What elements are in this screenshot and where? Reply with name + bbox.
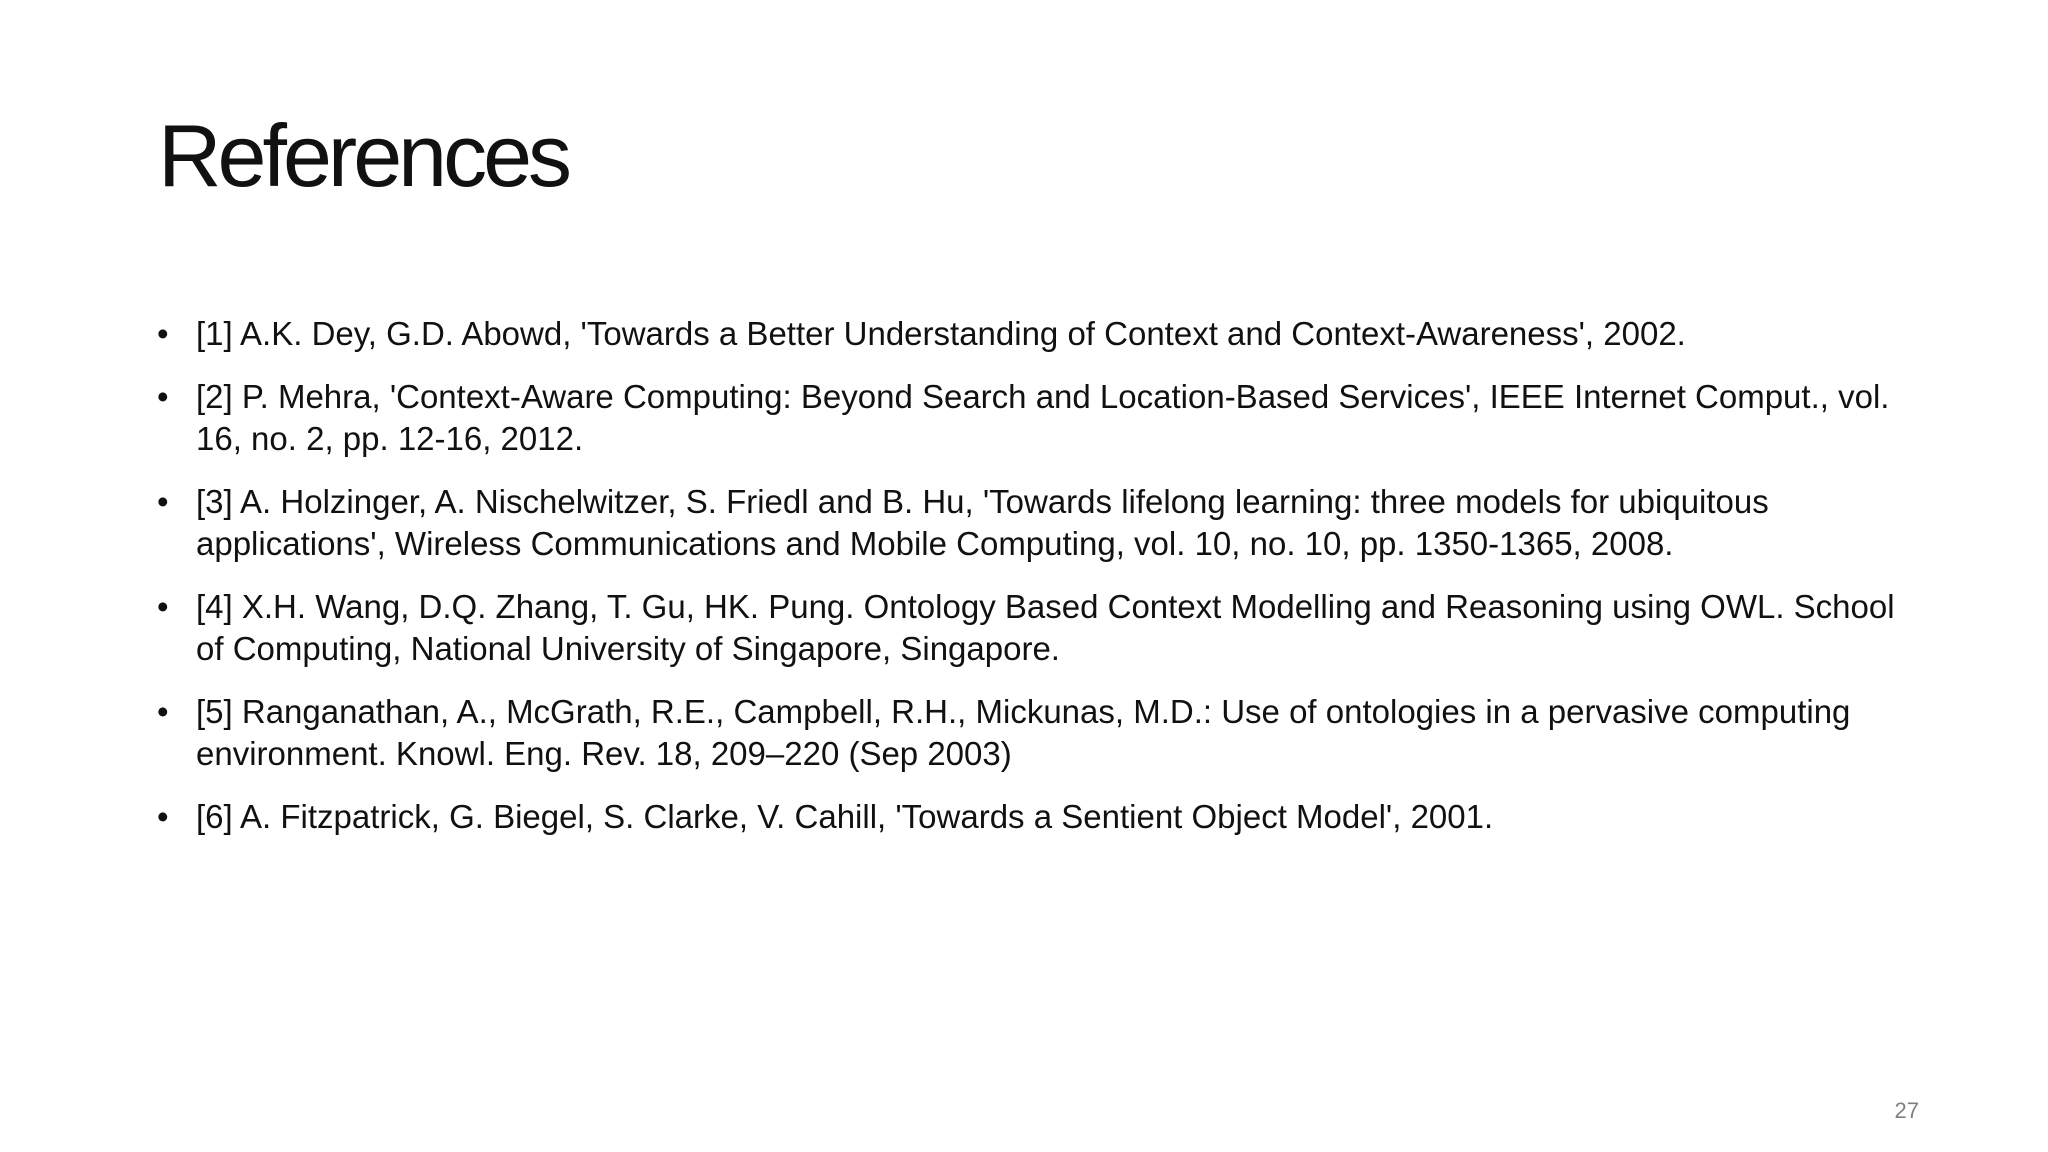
bullet-icon: • (157, 483, 169, 520)
page-title: References (158, 106, 569, 205)
reference-text: [6] A. Fitzpatrick, G. Biegel, S. Clarke, V. Cahill, 'Towards a Sentient Object Model', 2001. (196, 798, 1494, 835)
references-list (157, 313, 1897, 859)
bullet-icon: • (157, 378, 169, 415)
reference-item (157, 796, 1897, 838)
reference-item (157, 313, 1897, 355)
reference-item (157, 586, 1897, 670)
page-number: 27 (1894, 1098, 1919, 1123)
reference-text: [2] P. Mehra, 'Context-Aware Computing: Beyond Search and Location-Based Services', IEEE Internet Comput., vol. 16, no. 2, pp. 12-16, 2012. (196, 378, 1890, 457)
bullet-icon: • (157, 588, 169, 625)
reference-item (157, 481, 1897, 565)
bullet-icon: • (157, 693, 169, 730)
bullet-icon: • (157, 798, 169, 835)
bullet-icon: • (157, 315, 169, 352)
reference-item (157, 376, 1897, 460)
reference-item (157, 691, 1897, 775)
reference-text: [4] X.H. Wang, D.Q. Zhang, T. Gu, HK. Pung. Ontology Based Context Modelling and Reasoning using OWL. School of Computing, National University of Singapore, Singapore. (196, 588, 1895, 667)
reference-text: [5] Ranganathan, A., McGrath, R.E., Campbell, R.H., Mickunas, M.D.: Use of ontologies in a pervasive computing environment. Knowl. Eng. Rev. 18, 209–220 (Sep 2003) (196, 693, 1851, 772)
reference-text: [1] A.K. Dey, G.D. Abowd, 'Towards a Better Understanding of Context and Context-Awareness', 2002. (196, 315, 1686, 352)
reference-text: [3] A. Holzinger, A. Nischelwitzer, S. Friedl and B. Hu, 'Towards lifelong learning: three models for ubiquitous applications', Wireless Communications and Mobile Computing, vol. 10, no. 10, pp. 1350-1365, 2008. (196, 483, 1769, 562)
